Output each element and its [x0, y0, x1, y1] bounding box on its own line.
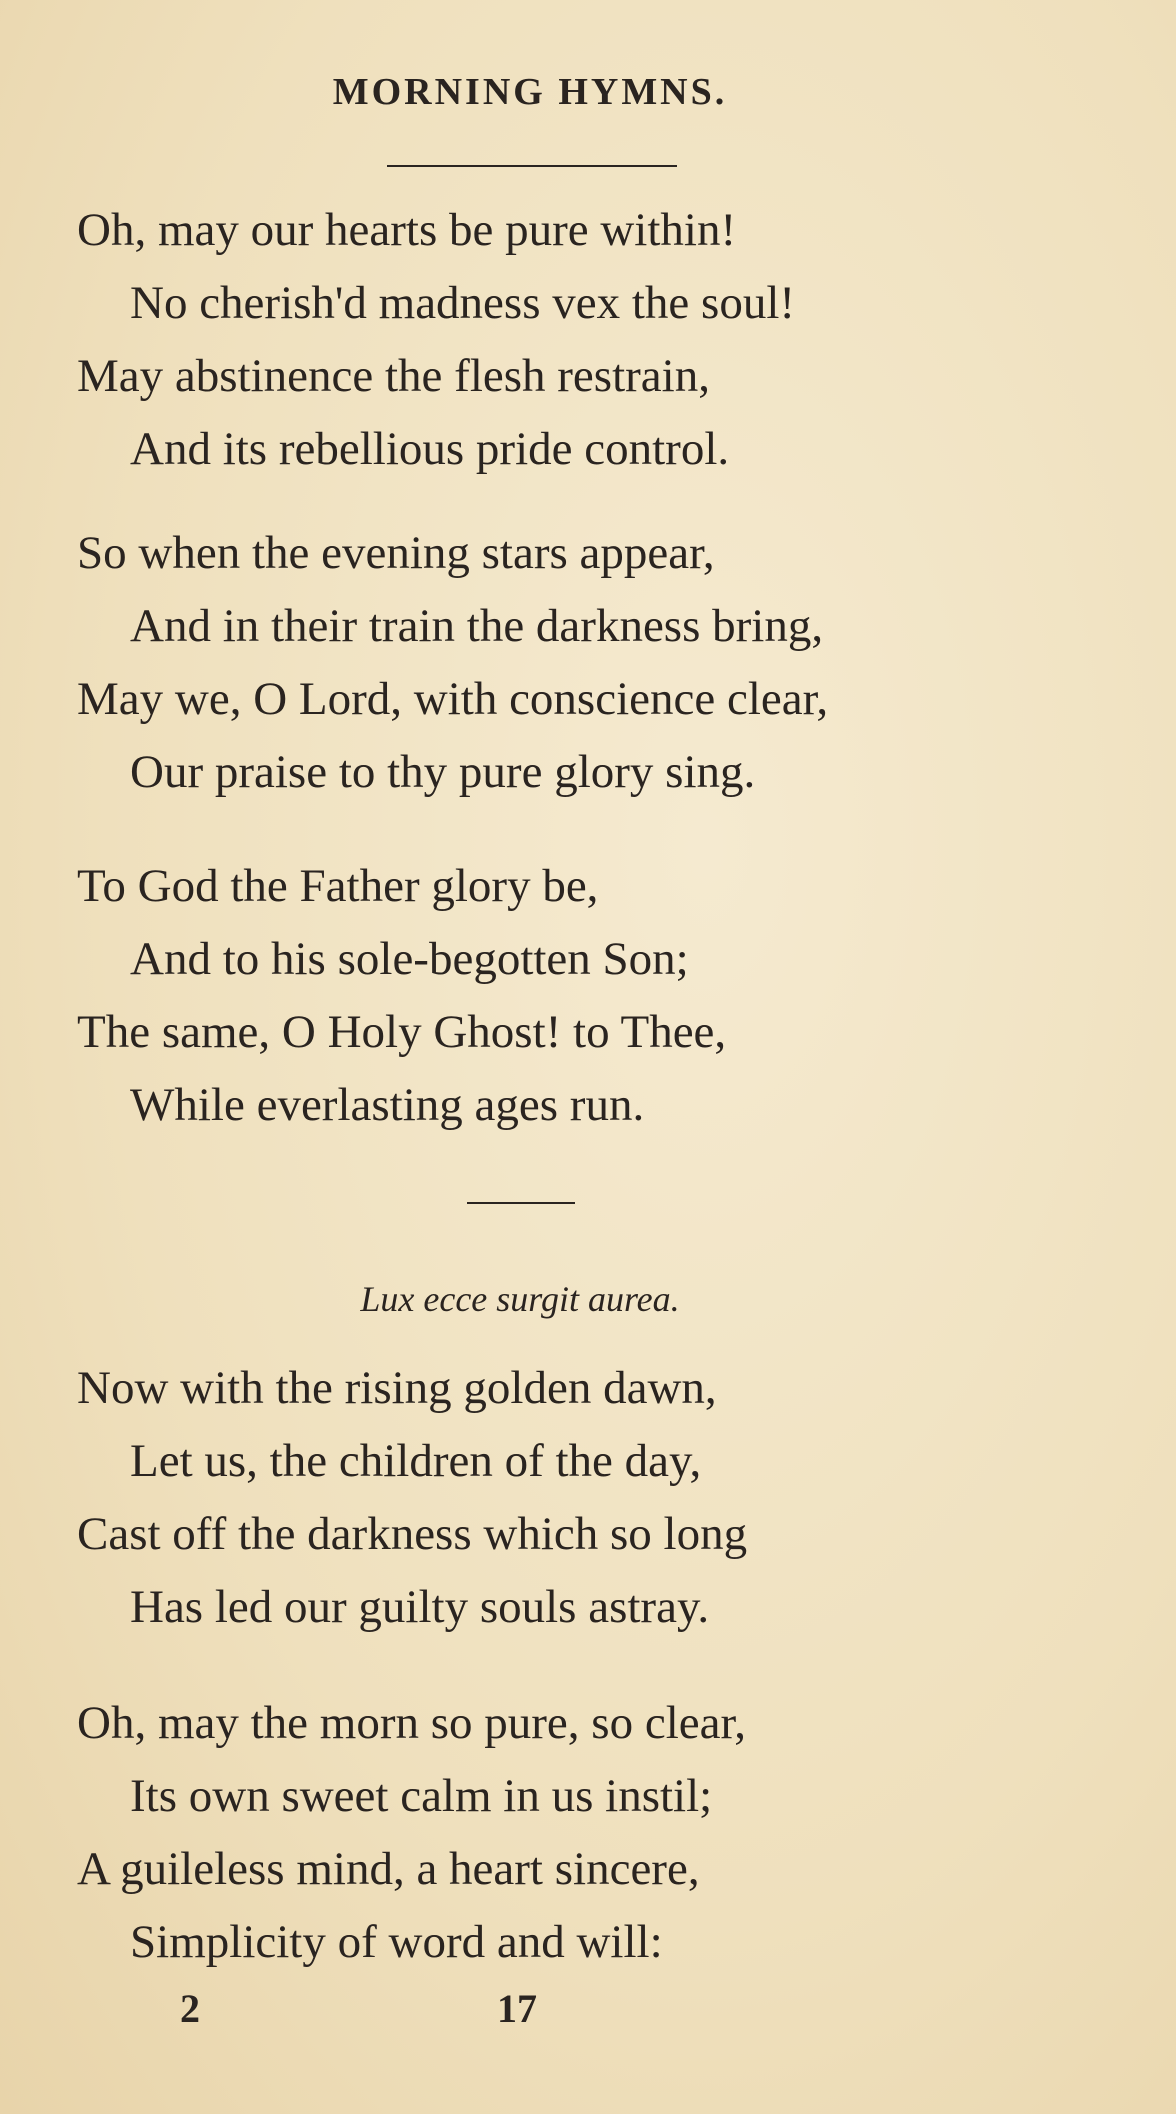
verse-line: Has led our guilty souls astray. [130, 1581, 710, 1633]
verse-line: Simplicity of word and will: [130, 1916, 663, 1968]
verse-line: While everlasting ages run. [130, 1079, 645, 1131]
verse-line: Cast off the darkness which so long [77, 1508, 748, 1560]
verse-line: And in their train the darkness bring, [130, 600, 824, 652]
verse-line: And to his sole-begotten Son; [130, 933, 689, 985]
hymn-title: Lux ecce surgit aurea. [360, 1279, 680, 1319]
page-number: 17 [497, 1986, 537, 2031]
verse-line: The same, O Holy Ghost! to Thee, [77, 1006, 727, 1058]
verse-line: No cherish'd madness vex the soul! [130, 277, 796, 329]
verse-line: To God the Father glory be, [77, 860, 599, 912]
header-rule [387, 165, 677, 167]
verse-line: Let us, the children of the day, [130, 1435, 702, 1487]
verse-line: And its rebellious pride control. [130, 423, 730, 475]
signature-mark: 2 [180, 1986, 200, 2031]
verse-line: So when the evening stars appear, [77, 527, 715, 579]
verse-line: Oh, may our hearts be pure within! [77, 204, 737, 256]
running-header: MORNING HYMNS. [332, 71, 728, 113]
verse-line: Oh, may the morn so pure, so clear, [77, 1697, 746, 1749]
section-rule [467, 1202, 575, 1204]
verse-line: A guileless mind, a heart sincere, [77, 1843, 700, 1895]
verse-line: Our praise to thy pure glory sing. [130, 746, 756, 798]
verse-line: May we, O Lord, with conscience clear, [77, 673, 829, 725]
verse-line: May abstinence the flesh restrain, [77, 350, 710, 402]
verse-line: Its own sweet calm in us instil; [130, 1770, 713, 1822]
verse-line: Now with the rising golden dawn, [77, 1362, 717, 1414]
